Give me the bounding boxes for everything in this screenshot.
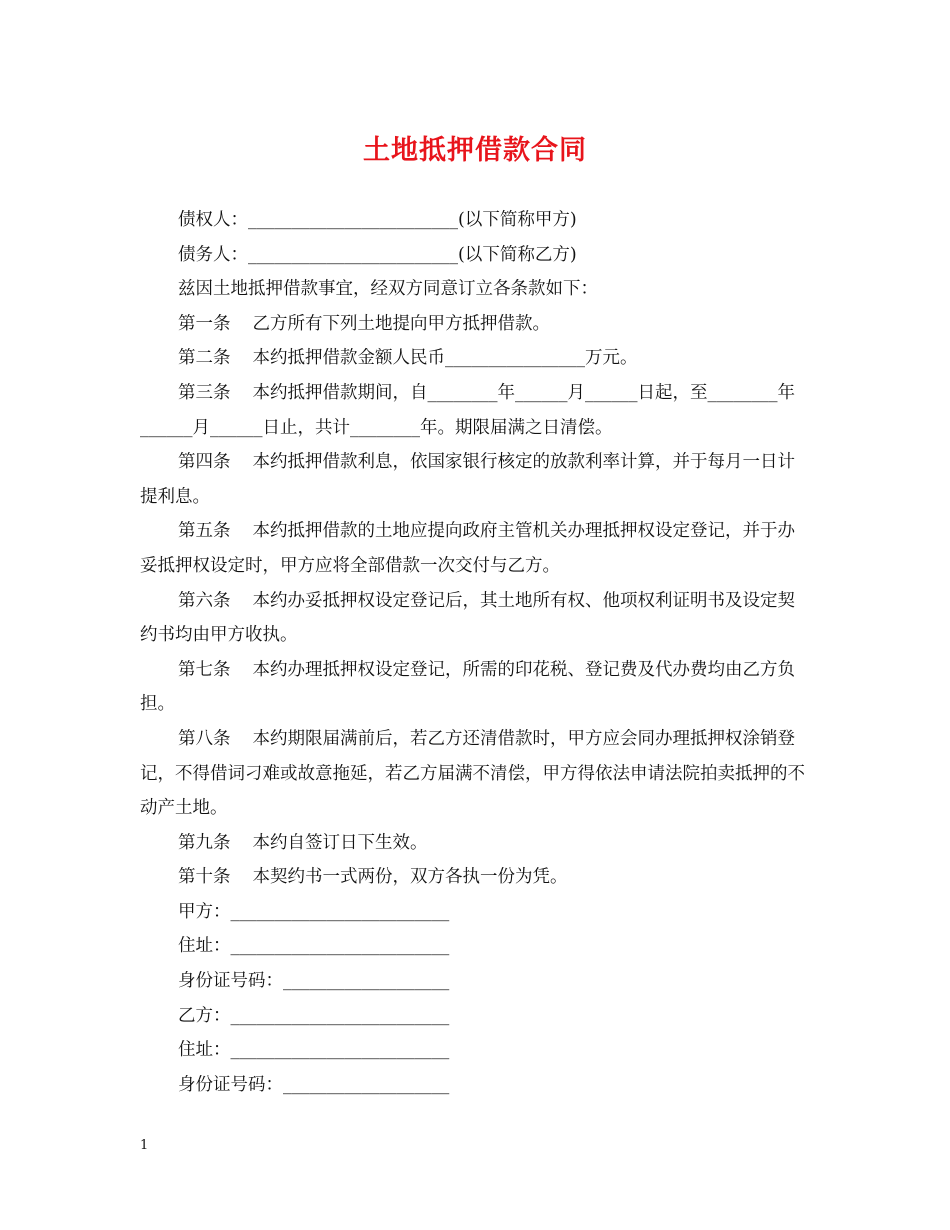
party-b-address-line: 住址：_________________________ bbox=[178, 1040, 450, 1061]
article-number: 第一条 bbox=[178, 313, 231, 334]
article-text: 本契约书一式两份，双方各执一份为凭。 bbox=[252, 867, 568, 888]
article-number: 第六条 bbox=[178, 590, 231, 611]
article-number: 第四条 bbox=[178, 452, 231, 473]
article-number: 第九条 bbox=[178, 832, 231, 853]
page-title: 土地抵押借款合同 bbox=[363, 135, 587, 166]
article-text: 本约期限届满前后，若乙方还清借款时，甲方应会同办理抵押权涂销登记，不得借词刁难或故意拖延，若乙方届满不清偿，甲方得依法申请法院拍卖抵押的不动产土地。 bbox=[140, 728, 805, 819]
article-2 bbox=[140, 341, 812, 376]
article-10 bbox=[140, 860, 812, 895]
article-number: 第三条 bbox=[178, 382, 231, 403]
article-text: 本约办妥抵押权设定登记后，其土地所有权、他项权利证明书及设定契约书均由甲方收执。 bbox=[140, 590, 795, 646]
debtor-line: 债务人：________________________(以下简称乙方) bbox=[178, 244, 577, 265]
article-8 bbox=[140, 722, 812, 826]
article-text: 乙方所有下列土地提向甲方抵押借款。 bbox=[252, 313, 550, 334]
party-b-signature-line: 乙方：_________________________ bbox=[178, 1005, 450, 1026]
party-a-address-line: 住址：_________________________ bbox=[178, 936, 450, 957]
article-5 bbox=[140, 514, 812, 583]
party-a-signature-line: 甲方：_________________________ bbox=[178, 901, 450, 922]
article-3 bbox=[140, 376, 812, 445]
article-9 bbox=[140, 826, 812, 861]
article-text: 本约抵押借款期间，自________年______月______日起，至________年______月______日止，共计________年。期限届满之日清偿。 bbox=[140, 382, 795, 438]
party-a-id-line: 身份证号码：___________________ bbox=[178, 971, 450, 992]
article-text: 本约自签订日下生效。 bbox=[252, 832, 428, 853]
page-number: 1 bbox=[140, 1138, 149, 1153]
article-number: 第八条 bbox=[178, 728, 231, 749]
article-number: 第七条 bbox=[178, 659, 231, 680]
intro-paragraph: 兹因土地抵押借款事宜，经双方同意订立各条款如下： bbox=[178, 279, 598, 300]
article-7 bbox=[140, 653, 812, 722]
article-6 bbox=[140, 584, 812, 653]
article-text: 本约抵押借款金额人民币________________万元。 bbox=[252, 348, 638, 369]
article-text: 本约抵押借款利息，依国家银行核定的放款利率计算，并于每月一日计提利息。 bbox=[140, 452, 795, 507]
article-text: 本约办理抵押权设定登记，所需的印花税、登记费及代办费均由乙方负担。 bbox=[140, 659, 795, 715]
article-4 bbox=[140, 445, 812, 514]
party-b-id-line: 身份证号码：___________________ bbox=[178, 1074, 450, 1095]
contract-body bbox=[140, 203, 812, 1102]
article-number: 第二条 bbox=[178, 348, 231, 369]
article-1 bbox=[140, 307, 812, 342]
article-number: 第十条 bbox=[178, 867, 231, 888]
article-text: 本约抵押借款的土地应提向政府主管机关办理抵押权设定登记，并于办妥抵押权设定时，甲方应将全部借款一次交付与乙方。 bbox=[140, 521, 795, 576]
article-number: 第五条 bbox=[178, 521, 231, 542]
creditor-line: 债权人：________________________(以下简称甲方) bbox=[178, 210, 577, 230]
